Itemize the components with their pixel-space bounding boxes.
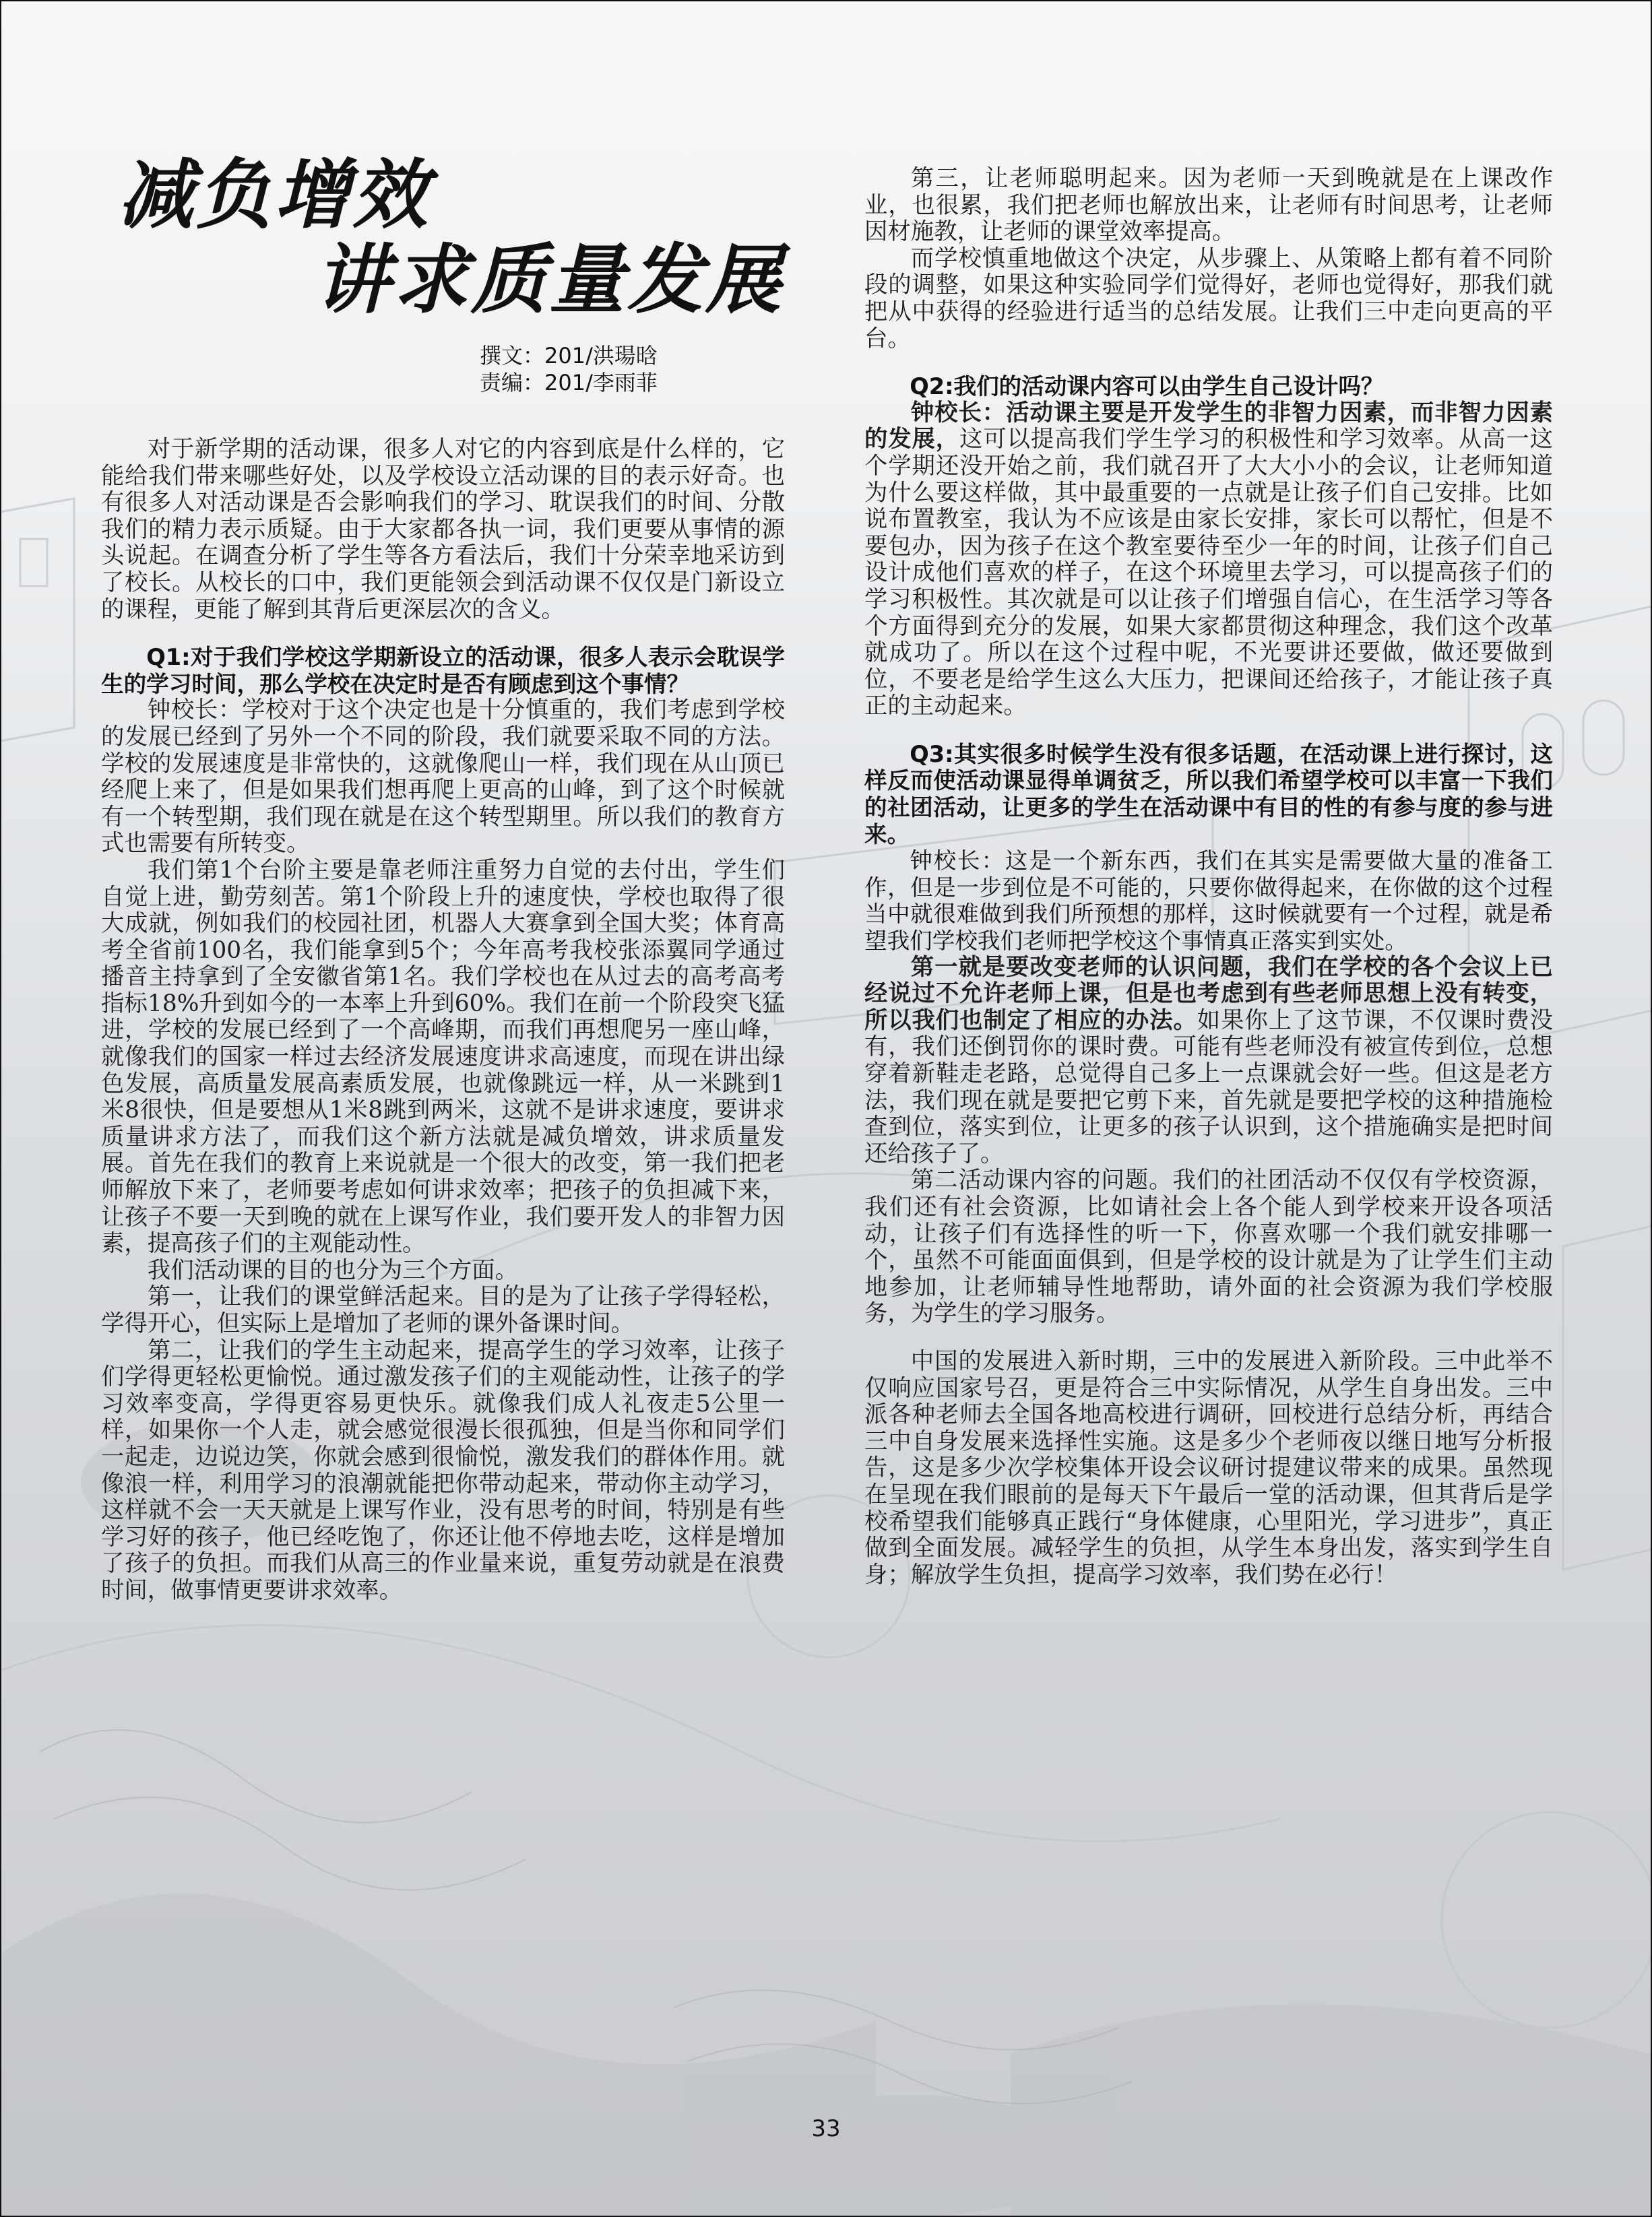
third-point-paragraph: 第三，让老师聪明起来。因为老师一天到晚就是在上课改作业，也很累，我们把老师也解放出来，让老师有时间思考，让老师因材施教，让老师的课堂效率提高。	[864, 165, 1553, 246]
answer-1-paragraph-1: 钟校长：学校对于这个决定也是十分慎重的，我们考虑到学校的发展已经到了另外一个不同的阶段，我们就要采取不同的方法。学校的发展速度是非常快的，这就像爬山一样，我们现在从山顶已经爬上来了，但是如果我们想再爬上更高的山峰，到了这个时候就有一个转型期，我们现在就是在这个转型期里。所以我们的教育方式也需要有所转变。	[101, 697, 785, 858]
editor-credit: 责编：201/李雨菲	[480, 370, 658, 395]
answer-2-paragraph	[864, 400, 1553, 720]
article-title	[118, 151, 784, 342]
right-column	[864, 166, 1553, 1588]
answer-3-bold-lead: 第一就是要改变老师的认识问题，我们在学校的各个会议上已经说过不允许老师上课，但是也考虑到有些老师思想上没有转变，所以我们也制定了相应的办法。	[864, 953, 1553, 1034]
answer-3-paragraph-3: 第二活动课内容的问题。我们的社团活动不仅仅有学校资源，我们还有社会资源，比如请社会上各个能人到学校来开设各项活动，让孩子们有选择性的听一下，你喜欢哪一个我们就安排哪一个，虽然不可能面面俱到，但是学校的设计就是为了让学生们主动地参加，让老师辅导性地帮助，请外面的社会资源为我们学校服务，为学生的学习服务。	[864, 1167, 1553, 1328]
answer-2-body: 这可以提高我们学生学习的积极性和学习效率。从高一这个学期还没开始之前，我们就召开了大大小小的会议，让老师知道为什么要这样做，其中最重要的一点就是让孩子们自己安排。比如说布置教室，我认为不应该是由家长安排，家长可以帮忙，但是不要包办，因为孩子在这个教室要待至少一年的时间，让孩子们自己设计成他们喜欢的样子，在这个环境里去学习，可以提高孩子们的学习积极性。其次就是可以让孩子们增强自信心，在生活学习等各个方面得到充分的发展，如果大家都贯彻这种理念，我们这个改革就成功了。所以在这个过程中呢，不光要讲还要做，做还要做到位，不要老是给学生这么大压力，把课间还给孩子，才能让孩子真正的主动起来。	[864, 426, 1553, 720]
question-3: Q3:其实很多时候学生没有很多话题，在活动课上进行探讨，这样反而使活动课显得单调贫乏，所以我们希望学校可以丰富一下我们的社团活动，让更多的学生在活动课中有目的性的有参与度的参与进来。	[864, 740, 1553, 847]
article-credits	[480, 342, 769, 396]
conclusion-paragraph: 中国的发展进入新时期，三中的发展进入新阶段。三中此举不仅响应国家号召，更是符合三中实际情况，从学生自身出发。三中派各种老师去全国各地高校进行调研，回校进行总结分析，再结合三中自身发展来选择性实施。这是多少个老师夜以继日地写分析报告，这是多少次学校集体开设会议研讨提建议带来的成果。虽然现在呈现在我们眼前的是每天下午最后一堂的活动课，但其背后是学校希望我们能够真正践行“身体健康，心里阳光，学习进步”，真正做到全面发展。减轻学生的负担，从学生本身出发，落实到学生自身；解放学生负担，提高学习效率，我们势在必行！	[864, 1347, 1553, 1588]
page-number: 33	[811, 2115, 841, 2142]
answer-1-paragraph-5: 第二，让我们的学生主动起来，提高学生的学习效率，让孩子们学得更轻松更愉悦。通过激发孩子们的主观能动性，让孩子的学习效率变高，学得更容易更快乐。就像我们成人礼夜走5公里一样，如果你一个人走，就会感觉很漫长很孤独，但是当你和同学们一起走，边说边笑，你就会感到很愉悦，激发我们的群体作用。就像浪一样，利用学习的浪潮就能把你带动起来，带动你主动学习，这样就不会一天天就是上课写作业，没有思考的时间，特别是有些学习好的孩子，他已经吃饱了，你还让他不停地去吃，这样是增加了孩子的负担。而我们从高三的作业量来说，重复劳动就是在浪费时间，做事情更要讲求效率。	[101, 1337, 785, 1604]
left-column	[101, 437, 785, 1605]
decision-paragraph: 而学校慎重地做这个决定，从步骤上、从策略上都有着不同阶段的调整，如果这种实验同学们觉得好，老师也觉得好，那我们就把从中获得的经验进行适当的总结发展。让我们三中走向更高的平台。	[864, 245, 1553, 352]
title-line-1: 减负增效	[118, 151, 431, 239]
author-credit: 撰文：201/洪瑒晗	[480, 343, 658, 368]
answer-1-paragraph-4: 第一，让我们的课堂鲜活起来。目的是为了让孩子学得轻松，学得开心，但实际上是增加了老师的课外备课时间。	[101, 1283, 785, 1337]
answer-3-paragraph-2	[864, 955, 1553, 1168]
answer-3-body: 如果你上了这节课，不仅课时费没有，我们还倒罚你的课时费。可能有些老师没有被宣传到位，总想穿着新鞋走老路，总觉得自己多上一点课就会好一些。但这是老方法，我们现在就是要把它剪下来，首先就是要把学校的这种措施检查到位，落实到位，让更多的孩子认识到，这个措施确实是把时间还给孩子了。	[864, 1006, 1553, 1167]
question-2: Q2:我们的活动课内容可以由学生自己设计吗？	[910, 373, 1384, 400]
question-1: Q1:对于我们学校这学期新设立的活动课，很多人表示会耽误学生的学习时间，那么学校在决定时是否有顾虑到这个事情？	[101, 644, 785, 697]
title-line-2: 讲求质量发展	[315, 236, 784, 324]
answer-1-paragraph-2: 我们第1个台阶主要是靠老师注重努力自觉的去付出，学生们自觉上进，勤劳刻苦。第1个阶段上升的速度快，学校也取得了很大成就，例如我们的校园社团，机器人大赛拿到全国大奖；体育高考全省前100名，我们能拿到5个；今年高考我校张添翼同学通过播音主持拿到了全安徽省第1名。我们学校也在从过去的高考高考指标18%升到如今的一本率上升到60%。我们在前一个阶段突飞猛进，学校的发展已经到了一个高峰期，而我们再想爬另一座山峰，就像我们的国家一样过去经济发展速度讲求高速度，而现在讲出绿色发展，高质量发展高素质发展，也就像跳远一样，从一米跳到1米8很快，但是要想从1米8跳到两米，这就不是讲求速度，要讲求质量讲求方法了，而我们这个新方法就是减负增效，讲求质量发展。首先在我们的教育上来说就是一个很大的改变，第一我们把老师解放下来了，老师要考虑如何讲求效率；把孩子的负担减下来，让孩子不要一天到晚的就在上课写作业，我们要开发人的非智力因素，提高孩子们的主观能动性。	[101, 856, 785, 1258]
answer-1-paragraph-3: 我们活动课的目的也分为三个方面。	[147, 1256, 519, 1284]
answer-3-paragraph-1: 钟校长：这是一个新东西，我们在其实是需要做大量的准备工作，但是一步到位是不可能的，只要你做得起来，在你做的这个过程当中就很难做到我们所预想的那样，这时候就要有一个过程，就是希望我们学校我们老师把学校这个事情真正落实到实处。	[864, 847, 1553, 955]
answer-2-bold-lead: 钟校长：活动课主要是开发学生的非智力因素，而非智力因素的发展，	[864, 399, 1553, 453]
intro-paragraph: 对于新学期的活动课，很多人对它的内容到底是什么样的，它能给我们带来哪些好处，以及学校设立活动课的目的表示好奇。也有很多人对活动课是否会影响我们的学习、耽误我们的时间、分散我们的精力表示质疑。由于大家都各执一词，我们更要从事情的源头说起。在调查分析了学生等各方看法后，我们十分荣幸地采访到了校长。从校长的口中，我们更能领会到活动课不仅仅是门新设立的课程，更能了解到其背后更深层次的含义。	[101, 436, 785, 623]
